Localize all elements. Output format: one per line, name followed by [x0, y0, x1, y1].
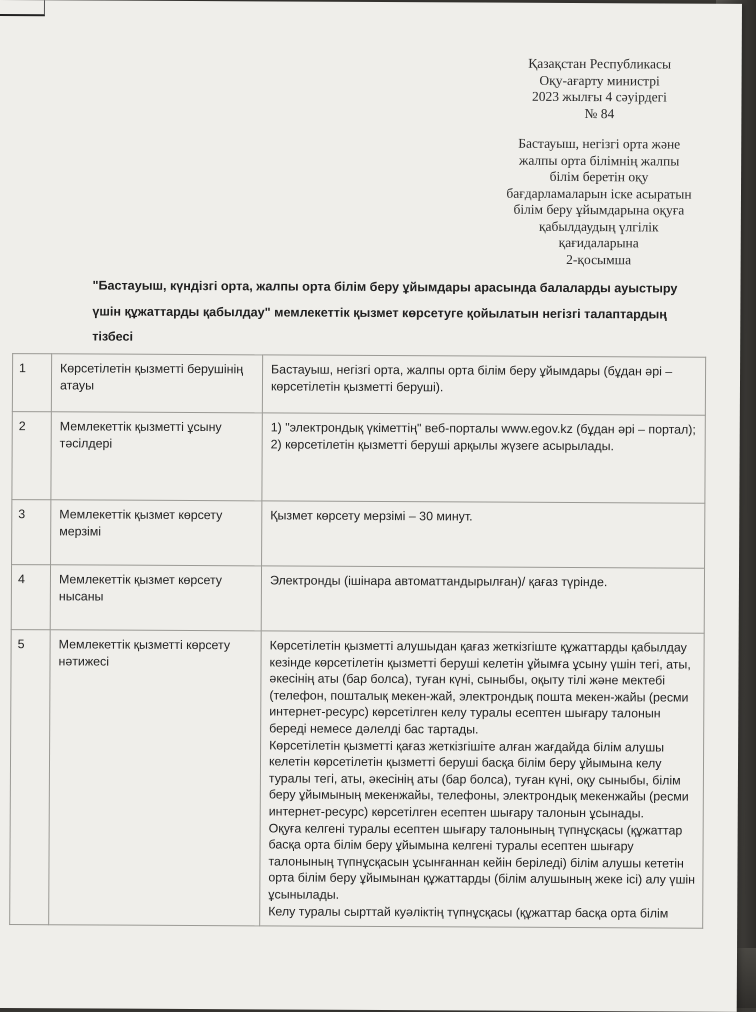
row-number: 2 [12, 412, 51, 500]
row-paragraph: Оқуға келгені туралы есептен шығару талонының түпнұсқасы (құжаттар басқа орта білім беру ұйымына келгені туралы есептен шығару талонының түпнұсқасын ұсынғаннан кейін беріледі) білім алушы кететін орта білім беру ұйымынан құжаттарды (білім алушының жеке ісі) алу үшін ұсынылады. [268, 820, 696, 902]
row-paragraph: Көрсетілетін қызметті алушыдан қағаз жеткізгіште құжаттарды қабылдау кезінде көрсетілетін қызметті беруші келетін ұйымға ұсыну үшін тегі, аты, әкесінің аты (бар болса), туған күні, сыныбы, оқыту тілі және мектебі (телефон, пошталық мекен-жай, электрондық пошта мекен-жайы (ресми интернет-ресурс) көрсетілген келу туралы есептен шығару талонын береді немесе дәлелді бас тартады. [269, 638, 691, 737]
row-name: Көрсетілетін қызметті берушінің атауы [51, 354, 262, 413]
header-line: Оқу-ағарту министрі [539, 72, 660, 88]
document-title: "Бастауыш, күндізгі орта, жалпы орта білім беру ұйымдары арасында балаларды ауыстыру үшін құжаттарды қабылдау" мемлекеттік қызмет көрсетуге қойылатын негізгі талаптардың тізбесі [92, 278, 678, 344]
row-paragraph: Қызмет көрсету мерзімі – 30 минут. [270, 508, 473, 524]
row-number: 1 [12, 354, 51, 412]
header-line: білім беру ұйымдарына оқуға [513, 201, 685, 218]
header-line: қағидаларына [558, 234, 639, 251]
row-content [262, 501, 705, 568]
row-number: 5 [10, 630, 51, 925]
header-line: 2023 жылғы 4 сәуірдегі [532, 88, 667, 105]
header-gap [499, 122, 699, 137]
row-name: Мемлекеттік қызметті көрсету нәтижесі [49, 630, 262, 926]
row-name: Мемлекеттік қызмет көрсету мерзімі [51, 500, 262, 566]
header-line: қабылдаудың үлгілік [538, 218, 659, 234]
row-paragraph: Бастауыш, негізгі орта, жалпы орта білім беру ұйымдары (бұдан әрі – көрсетілетін қызметті беруші). [270, 362, 673, 394]
header-line: № 84 [584, 105, 615, 121]
header-line: білім беретін оқу [549, 168, 649, 185]
table-row [10, 630, 705, 929]
row-name: Мемлекеттік қызмет көрсету нысаны [50, 565, 261, 631]
row-content [260, 631, 705, 928]
table-row [12, 354, 705, 416]
requirements-table [9, 353, 706, 929]
row-paragraph: 1) "электрондық үкіметтің" веб-порталы www.egov.kz (бұдан әрі – портал); [270, 420, 696, 437]
table-row [11, 565, 704, 634]
header-line: 2-қосымша [566, 251, 632, 267]
row-paragraph: 2) көрсетілетін қызметті беруші арқылы жүзеге асырылады. [270, 437, 615, 453]
row-content [262, 355, 705, 415]
row-name: Мемлекеттік қызметті ұсыну тәсілдері [51, 412, 262, 501]
row-number: 3 [12, 500, 51, 565]
header-line: жалпы орта білімнің жалпы [518, 152, 680, 169]
row-number: 4 [11, 565, 50, 630]
header-line: Бастауыш, негізгі орта және [518, 135, 681, 152]
table-row [12, 500, 705, 569]
row-content [262, 413, 705, 503]
header-line: Қазақстан Республикасы [528, 55, 672, 72]
row-content [261, 566, 704, 633]
row-paragraph: Келу туралы сырттай куәліктің түпнұсқасы (құжаттар басқа орта білім [268, 903, 669, 921]
header-line: бағдарламаларын іске асыратын [506, 185, 692, 202]
corner-mark [0, 0, 45, 16]
row-paragraph: Электронды (ішінара автоматтандырылған)/ қағаз түрінде. [269, 573, 608, 590]
appendix-header [499, 56, 700, 269]
row-paragraph: Көрсетілетін қызметті қағаз жеткізгішіте алған жағдайда білім алушы келетін көрсетілетін қызметті беруші басқа білім беру ұйымына келу туралы тегі, аты, әкесінің аты (бар болса), туған күні, оқу сыныбы, білім беру ұйымының мекенжайы, телефоны, электрондық мекенжайы (ресми интернет-ресурс) көрсетілген есептен шығару талонын ұсынады. [268, 737, 689, 821]
table-row [12, 412, 705, 504]
